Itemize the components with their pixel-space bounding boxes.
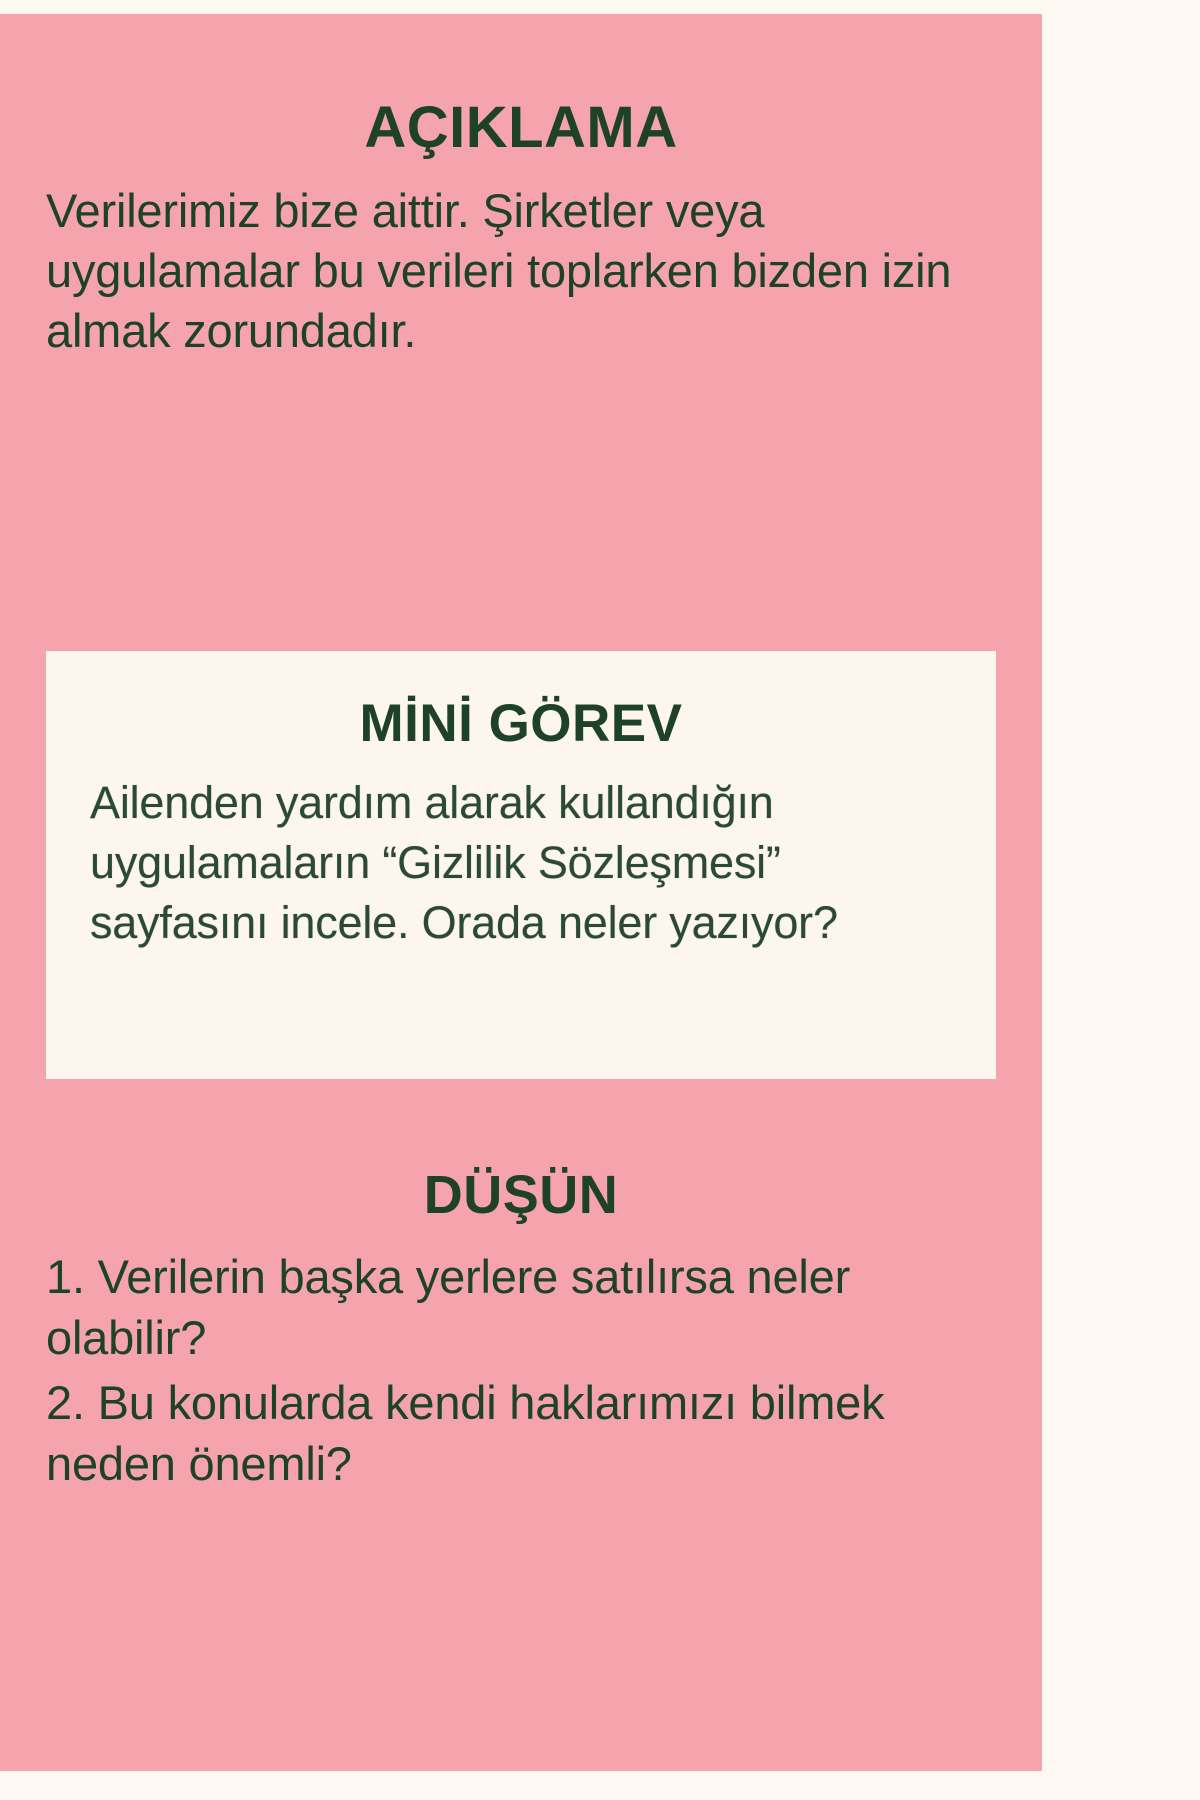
mini-task-title: MİNİ GÖREV: [359, 694, 683, 753]
activity-card: [0, 14, 1042, 1771]
explanation-title: AÇIKLAMA: [364, 95, 678, 160]
explanation-body: Verilerimiz bize aittir. Şirketler veya uygulamalar bu verileri toplarken bizden izin almak zorundadır.: [46, 183, 952, 358]
think-list: [46, 1246, 996, 1498]
mini-task-box: [46, 651, 996, 1079]
list-item: 1. Verilerin başka yerlere satılırsa neler olabilir?: [46, 1250, 851, 1365]
mini-task-body: Ailenden yardım alarak kullandığın uygulamaların “Gizlilik Sözleşmesi” sayfasını incele. Orada neler yazıyor?: [90, 777, 838, 948]
list-item: 2. Bu konularda kendi haklarımızı bilmek neden önemli?: [46, 1376, 885, 1491]
think-title: DÜŞÜN: [423, 1165, 619, 1225]
